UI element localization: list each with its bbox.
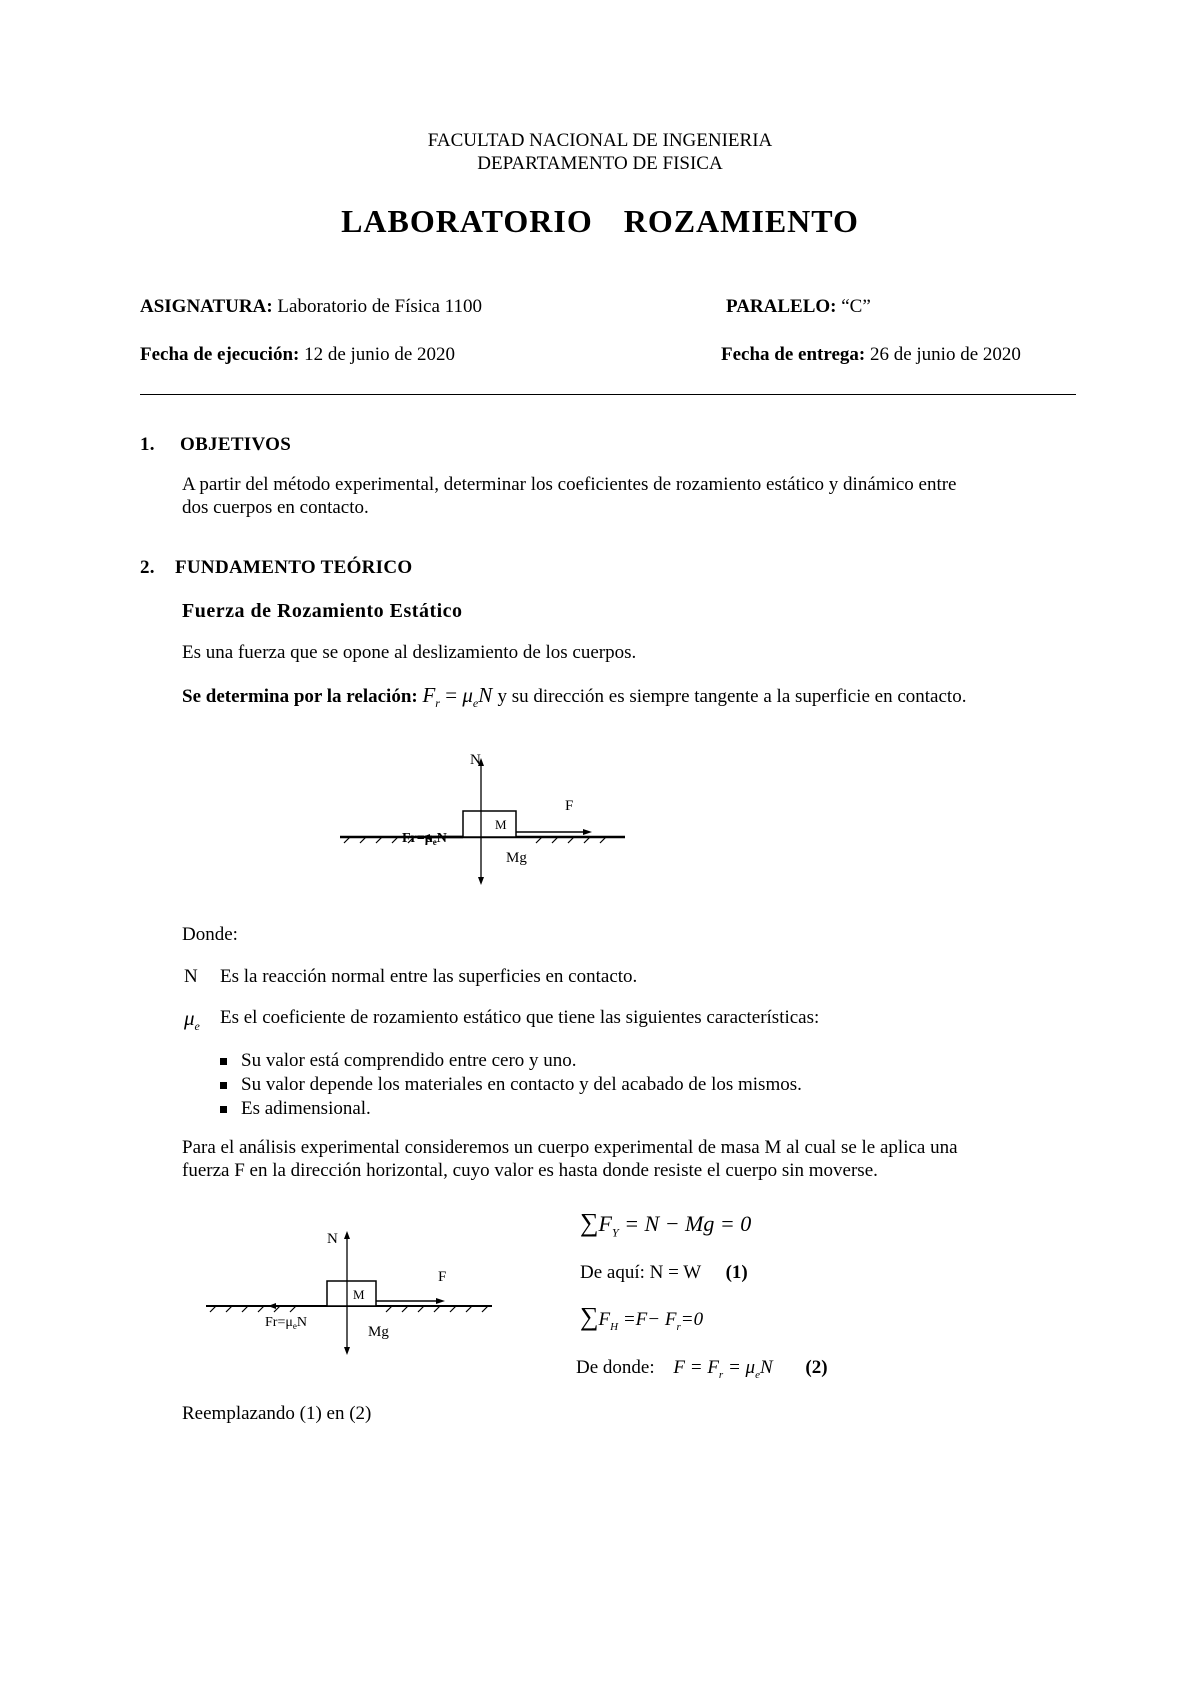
normal-arrow — [344, 1231, 350, 1239]
sum-symbol: ∑ — [580, 1208, 599, 1237]
friction-arrow — [268, 1303, 276, 1309]
de-donde-formula: $F = F_r = \mu_eN$ — [673, 1357, 773, 1381]
section-2-number: 2. — [140, 557, 155, 578]
block-mass — [327, 1281, 376, 1306]
weight-arrow — [478, 877, 484, 885]
label-fr: $Fr=\mu_eN$ — [265, 1315, 307, 1331]
asignatura-label: ASIGNATURA: — [140, 296, 273, 317]
mu-symbol: $\mu_e$ — [184, 1006, 200, 1034]
formula-equals: = — [445, 683, 458, 707]
force-arrow — [583, 829, 592, 835]
n-symbol: N — [184, 966, 198, 987]
bullet-square — [220, 1058, 227, 1065]
label-n: N — [470, 752, 481, 768]
bullet-square — [220, 1082, 227, 1089]
mu-definition: Es el coeficiente de rozamiento estático que tiene las siguientes características: — [220, 1007, 820, 1028]
list-item: Su valor está comprendido entre cero y uno. — [220, 1050, 577, 1072]
relation-formula — [422, 683, 497, 711]
formula-fr: F — [422, 683, 436, 707]
n-definition: Es la reacción normal entre las superficies en contacto. — [220, 966, 638, 987]
relation-label: Se determina por la relación: — [182, 686, 418, 707]
paralelo-row — [726, 296, 871, 318]
objective-line-2: dos cuerpos en contacto. — [182, 497, 369, 518]
formula-mu-sub: e — [472, 696, 479, 711]
list-item: Es adimensional. — [220, 1098, 371, 1120]
fecha-ejecucion-value: 12 de junio de 2020 — [304, 344, 456, 365]
label-n: N — [327, 1231, 338, 1247]
label-f: F — [565, 798, 574, 814]
donde-label: Donde: — [182, 924, 238, 945]
section-1-title: OBJETIVOS — [180, 434, 292, 455]
label-m: M — [495, 817, 507, 832]
label-fr: $Fr=\mu_eN$ — [402, 831, 447, 847]
asignatura-row — [140, 296, 482, 318]
label-mg: Mg — [368, 1324, 389, 1340]
page-title: LABORATORIO ROZAMIENTO — [341, 203, 859, 239]
sum-fx-equation: $\sum F_H =F- F_r=0$ — [580, 1302, 704, 1333]
weight-arrow — [344, 1347, 350, 1355]
de-donde-line: De donde: $F = F_r = \mu_eN$ (2) — [576, 1357, 828, 1381]
header-divider — [140, 394, 1076, 395]
formula-mu: μ — [462, 683, 473, 707]
department-name: DEPARTAMENTO DE FISICA — [477, 153, 723, 174]
section-2-title: FUNDAMENTO TEÓRICO — [175, 557, 413, 578]
faculty-name: FACULTAD NACIONAL DE INGENIERIA — [427, 130, 773, 151]
fecha-entrega-row — [721, 344, 1021, 366]
section-1-number: 1. — [140, 434, 155, 455]
fecha-entrega-label: Fecha de entrega: — [721, 344, 866, 365]
bullet-square — [220, 1106, 227, 1113]
paralelo-value: “C” — [841, 296, 871, 317]
fecha-entrega-value: 26 de junio de 2020 — [869, 344, 1021, 365]
asignatura-value: Laboratorio de Física 1100 — [277, 296, 482, 317]
force-arrow — [436, 1298, 445, 1304]
relation-rest: y su dirección es siempre tangente a la superficie en contacto. — [497, 686, 967, 707]
objective-line-1: A partir del método experimental, determinar los coeficientes de rozamiento estático y dinámico entre — [182, 474, 957, 495]
label-m: M — [353, 1287, 365, 1302]
formula-fr-sub: r — [435, 696, 440, 711]
label-f: F — [438, 1269, 447, 1285]
sum-symbol: ∑ — [580, 1302, 599, 1331]
free-body-diagram-2 — [200, 1225, 510, 1370]
analysis-line-2: fuerza F en la dirección horizontal, cuyo valor es hasta donde resiste el cuerpo sin moverse. — [182, 1160, 878, 1181]
fecha-ejecucion-row — [140, 344, 455, 366]
formula-n: N — [478, 683, 493, 707]
relation-line — [182, 683, 966, 711]
fecha-ejecucion-label: Fecha de ejecución: — [140, 344, 300, 365]
sum-fy-equation: $\sum F_Y = N - Mg = 0$ — [580, 1208, 752, 1240]
subsection-title: Fuerza de Rozamiento Estático — [182, 600, 463, 622]
de-aqui-line: De aquí: N = W (1) — [580, 1262, 748, 1283]
free-body-diagram-1 — [330, 740, 650, 900]
block-mass — [463, 811, 516, 837]
label-mg: Mg — [506, 850, 527, 866]
paralelo-label: PARALELO: — [726, 296, 837, 317]
definition-paragraph: Es una fuerza que se opone al deslizamiento de los cuerpos. — [182, 642, 637, 663]
analysis-line-1: Para el análisis experimental consideremos un cuerpo experimental de masa M al cual se le aplica una — [182, 1137, 958, 1158]
reemplazando-line: Reemplazando (1) en (2) — [182, 1403, 372, 1424]
list-item: Su valor depende los materiales en contacto y del acabado de los mismos. — [220, 1074, 802, 1096]
